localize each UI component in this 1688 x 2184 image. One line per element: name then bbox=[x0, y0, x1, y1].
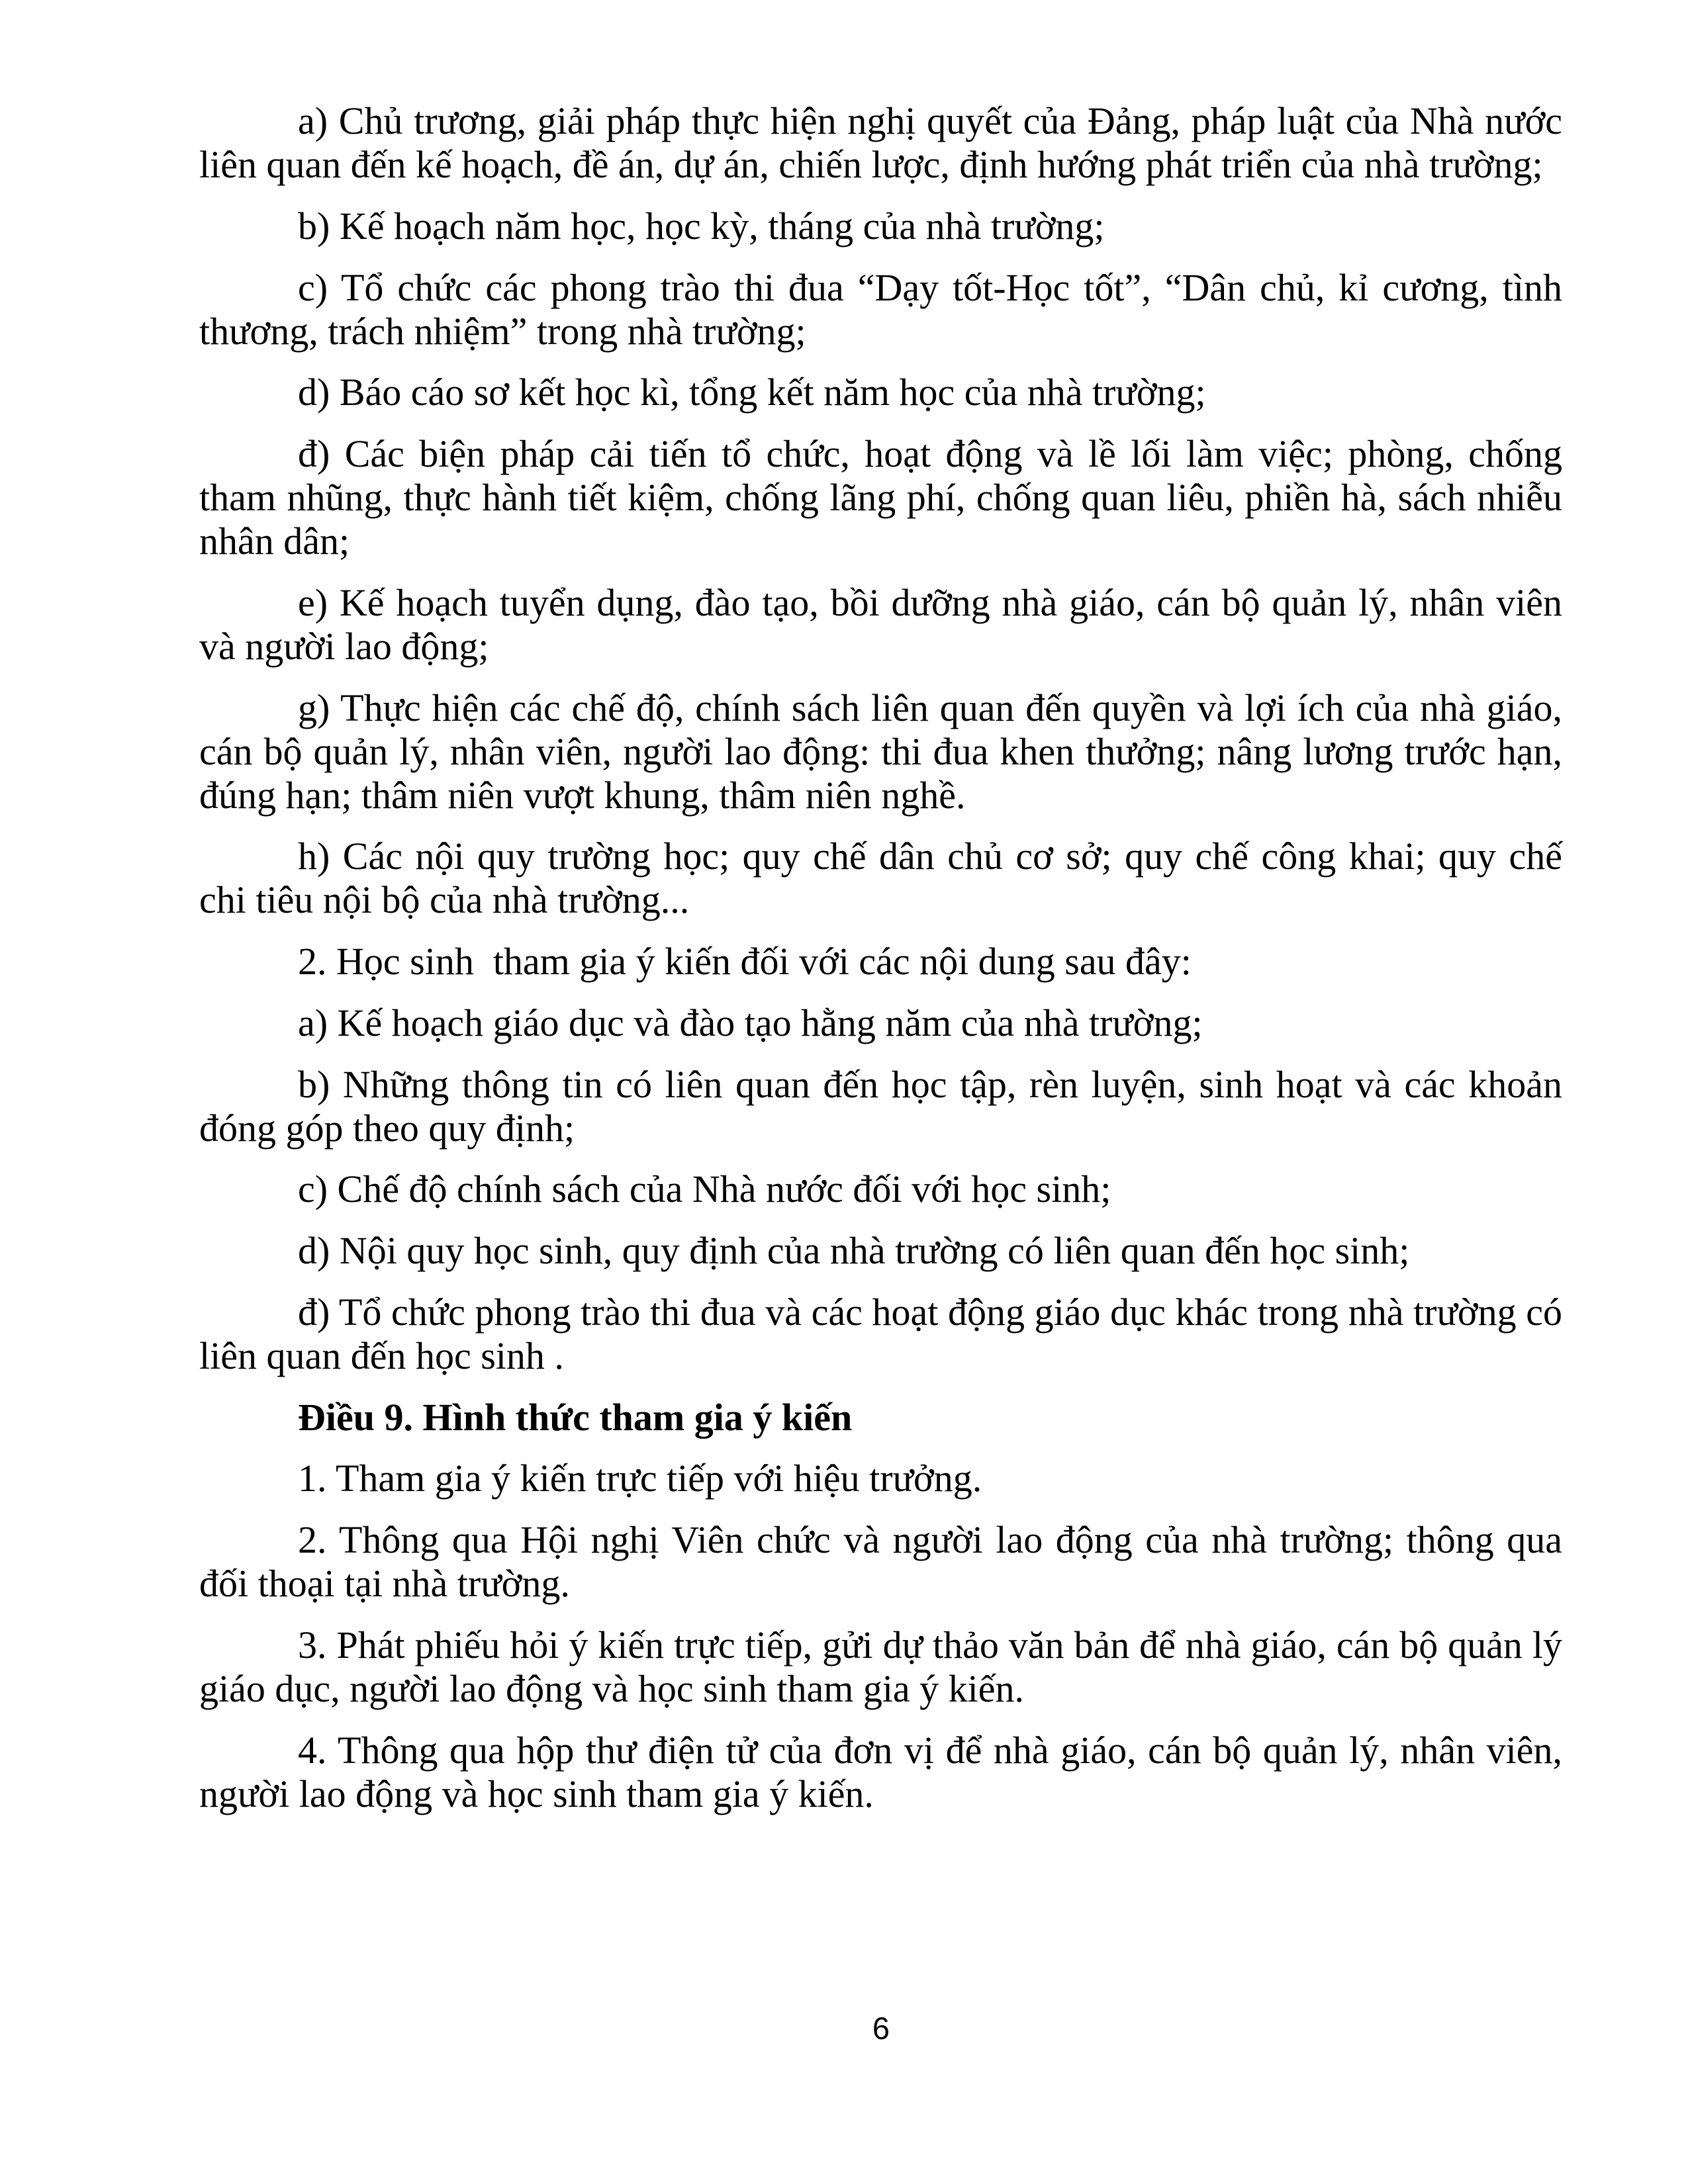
paragraph-form-1: 1. Tham gia ý kiến trực tiếp với hiệu trưởng. bbox=[298, 1457, 982, 1500]
paragraph-student-item-c: c) Chế độ chính sách của Nhà nước đối với học sinh; bbox=[298, 1167, 1111, 1211]
page-number: 6 bbox=[872, 2011, 890, 2046]
paragraph-item-e: e) Kế hoạch tuyển dụng, đào tạo, bồi dưỡng nhà giáo, cán bộ quản lý, nhân viên và người lao động; bbox=[199, 580, 1572, 668]
paragraph-form-2: 2. Thông qua Hội nghị Viên chức và người lao động của nhà trường; thông qua đối thoại tại nhà trường. bbox=[199, 1518, 1572, 1605]
paragraph-student-item-dd: đ) Tổ chức phong trào thi đua và các hoạt động giáo dục khác trong nhà trường có liên quan đến học sinh . bbox=[199, 1290, 1572, 1377]
paragraph-student-item-b: b) Những thông tin có liên quan đến học tập, rèn luyện, sinh hoạt và các khoản đóng góp theo quy định; bbox=[199, 1062, 1572, 1150]
paragraph-item-a: a) Chủ trương, giải pháp thực hiện nghị quyết của Đảng, pháp luật của Nhà nước liên quan đến kế hoạch, đề án, dự án, chiến lược, định hướng phát triển của nhà trường; bbox=[199, 99, 1572, 186]
paragraph-item-g: g) Thực hiện các chế độ, chính sách liên quan đến quyền và lợi ích của nhà giáo, cán bộ quản lý, nhân viên, người lao động: thi đua khen thưởng; nâng lương trước hạn, đúng hạn; thâm niên vượt khung, thâm niên nghề. bbox=[199, 686, 1572, 817]
paragraph-section-2: 2. Học sinh tham gia ý kiến đối với các nội dung sau đây: bbox=[298, 940, 1192, 983]
paragraph-form-4: 4. Thông qua hộp thư điện tử của đơn vị để nhà giáo, cán bộ quản lý, nhân viên, người lao động và học sinh tham gia ý kiến. bbox=[199, 1728, 1572, 1815]
paragraph-student-item-d: d) Nội quy học sinh, quy định của nhà trường có liên quan đến học sinh; bbox=[298, 1229, 1410, 1272]
paragraph-item-dd: đ) Các biện pháp cải tiến tổ chức, hoạt động và lề lối làm việc; phòng, chống tham nhũng, thực hành tiết kiệm, chống lãng phí, chống quan liêu, phiền hà, sách nhiễu nhân dân; bbox=[199, 432, 1572, 563]
article-9-heading: Điều 9. Hình thức tham gia ý kiến bbox=[298, 1395, 853, 1439]
document-body bbox=[199, 99, 1572, 1833]
paragraph-item-b: b) Kế hoạch năm học, học kỳ, tháng của nhà trường; bbox=[298, 204, 1105, 248]
paragraph-item-c: c) Tổ chức các phong trào thi đua “Dạy tốt-Học tốt”, “Dân chủ, kỉ cương, tình thương, trách nhiệm” trong nhà trường; bbox=[199, 265, 1572, 353]
paragraph-item-h: h) Các nội quy trường học; quy chế dân chủ cơ sở; quy chế công khai; quy chế chi tiêu nội bộ của nhà trường... bbox=[199, 835, 1572, 922]
paragraph-item-d: d) Báo cáo sơ kết học kì, tổng kết năm học của nhà trường; bbox=[298, 371, 1206, 414]
paragraph-form-3: 3. Phát phiếu hỏi ý kiến trực tiếp, gửi dự thảo văn bản để nhà giáo, cán bộ quản lý giáo dục, người lao động và học sinh tham gia ý kiến. bbox=[199, 1623, 1572, 1710]
paragraph-student-item-a: a) Kế hoạch giáo dục và đào tạo hằng năm của nhà trường; bbox=[298, 1001, 1203, 1044]
